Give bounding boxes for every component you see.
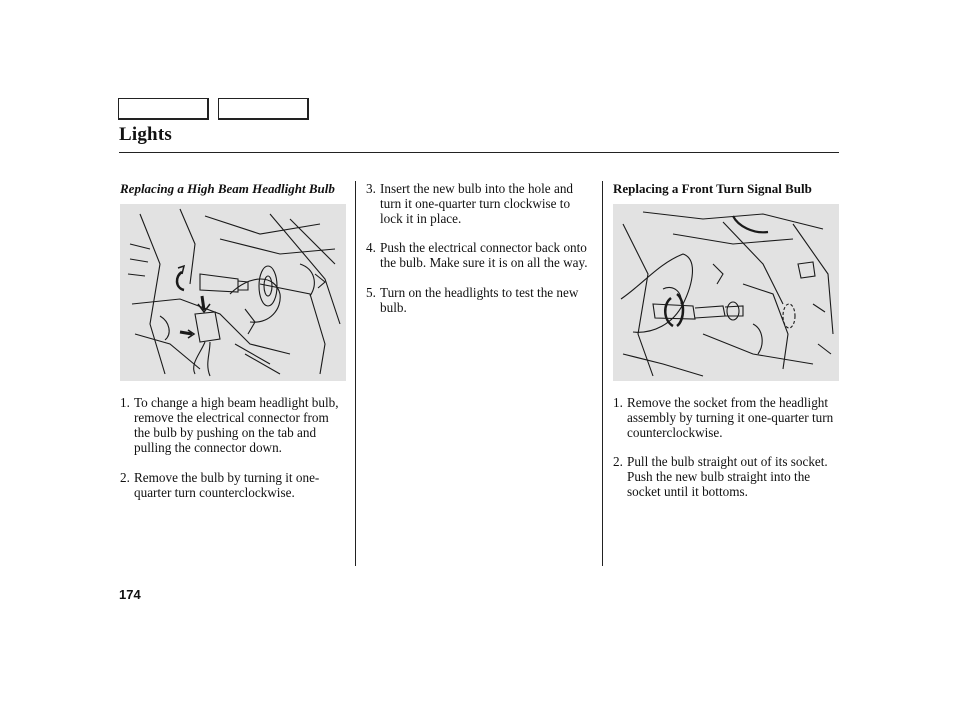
step-text: Push the electrical connector back onto the bulb. Make sure it is on all the way.: [380, 240, 588, 270]
list-item: [120, 470, 348, 500]
title-divider: [119, 152, 839, 153]
step-text: To change a high beam headlight bulb, remove the electrical connector from the bulb by pushing on the tab and pulling the connector down.: [134, 395, 339, 455]
high-beam-steps-continued: [366, 181, 592, 315]
left-column: [120, 181, 348, 500]
section-heading-high-beam: Replacing a High Beam Headlight Bulb: [120, 181, 335, 196]
section-heading-turn-signal: Replacing a Front Turn Signal Bulb: [613, 181, 812, 196]
column-divider-1: [355, 181, 356, 566]
page-number: 174: [119, 587, 141, 602]
nav-tab-2[interactable]: [218, 98, 309, 120]
step-text: Insert the new bulb into the hole and turn it one-quarter turn clockwise to lock it in place.: [380, 181, 574, 226]
right-column: [613, 181, 843, 499]
step-number: 2.: [613, 454, 623, 469]
high-beam-bulb-illustration: [120, 204, 346, 381]
page-title: Lights: [119, 124, 172, 145]
step-number: 4.: [366, 240, 376, 255]
list-item: [613, 395, 843, 440]
turn-signal-bulb-illustration: [613, 204, 839, 381]
list-item: [366, 181, 592, 226]
turn-signal-steps: [613, 395, 843, 499]
step-number: 1.: [120, 395, 130, 410]
step-text: Remove the bulb by turning it one-quarter turn counterclockwise.: [134, 470, 320, 500]
step-number: 2.: [120, 470, 130, 485]
column-divider-2: [602, 181, 603, 566]
step-text: Turn on the headlights to test the new bulb.: [380, 285, 579, 315]
step-text: Remove the socket from the headlight assembly by turning it one-quarter turn counterclockwise.: [627, 395, 834, 440]
list-item: [366, 285, 592, 315]
middle-column: [366, 181, 592, 315]
high-beam-steps: [120, 395, 348, 500]
list-item: [613, 454, 843, 499]
step-number: 1.: [613, 395, 623, 410]
list-item: [366, 240, 592, 270]
nav-tab-1[interactable]: [118, 98, 209, 120]
step-number: 5.: [366, 285, 376, 300]
list-item: [120, 395, 348, 455]
step-text: Pull the bulb straight out of its socket. Push the new bulb straight into the socket until it bottoms.: [627, 454, 828, 499]
step-number: 3.: [366, 181, 376, 196]
